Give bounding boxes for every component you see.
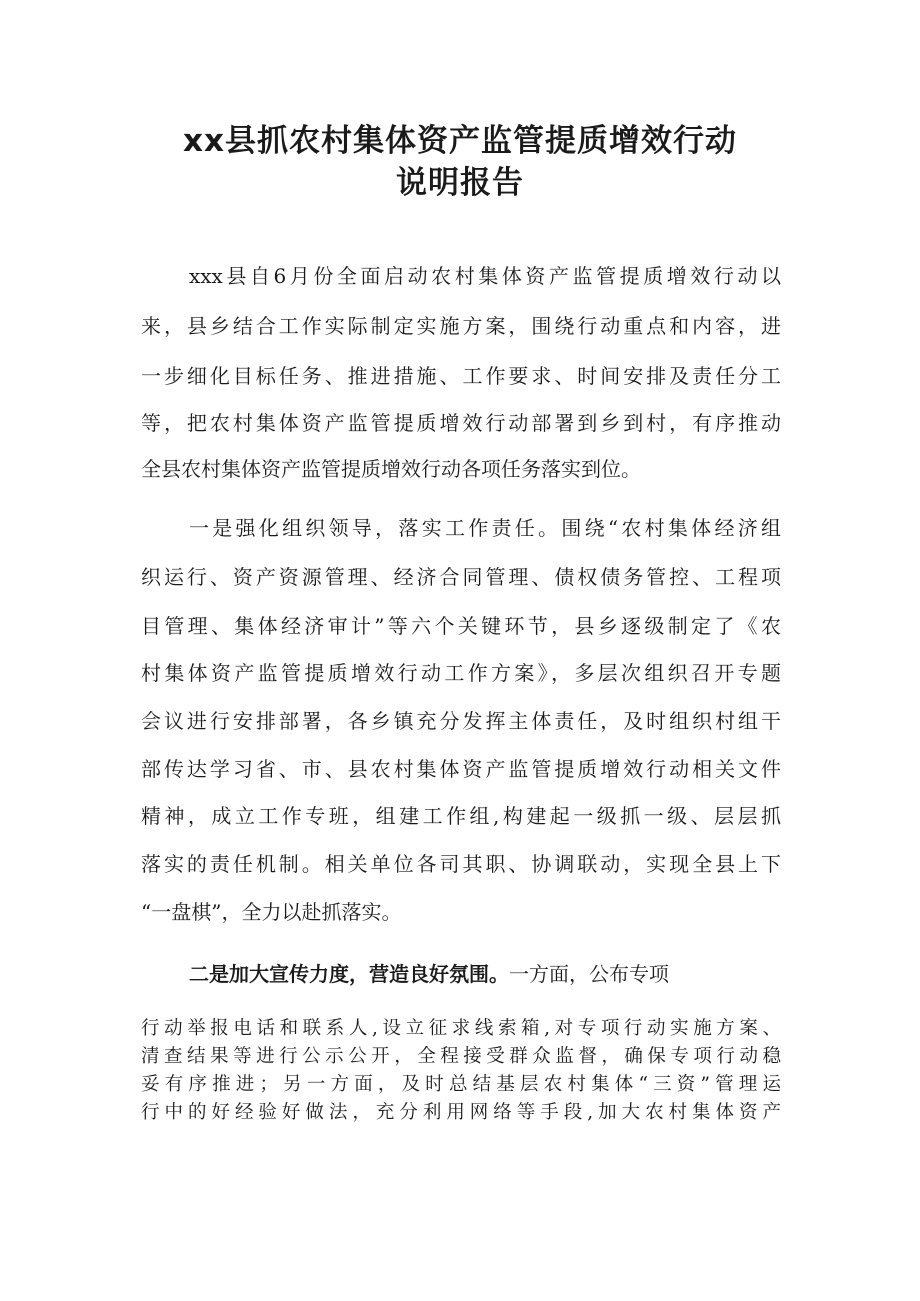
paragraph-3-line-4: 妥有序推进；另一方面，及时总结基层农村集体“三资”管理运 bbox=[141, 1074, 781, 1095]
paragraph-3-lead: 二是加大宣传力度，营造良好氛围。 bbox=[189, 962, 509, 986]
paragraph-2-line-6: 部传达学习省、市、县农村集体资产监管提质增效行动相关文件 bbox=[141, 757, 781, 781]
paragraph-3-line-3: 清查结果等进行公示公开，全程接受群众监督，确保专项行动稳 bbox=[141, 1046, 781, 1067]
paragraph-2-line-1: 一是强化组织领导，落实工作责任。围绕“农村集体经济组 bbox=[189, 516, 781, 540]
paragraph-2-line-3: 目管理、集体经济审计”等六个关键环节，县乡逐级制定了《农 bbox=[141, 614, 781, 638]
paragraph-2-line-4: 村集体资产监管提质增效行动工作方案》，多层次组织召开专题 bbox=[141, 661, 781, 685]
paragraph-1-line-1: xxx县自6月份全面启动农村集体资产监管提质增效行动以 bbox=[189, 264, 781, 288]
paragraph-2-line-5: 会议进行安排部署，各乡镇充分发挥主体责任，及时组织村组干 bbox=[141, 709, 781, 733]
paragraph-2-line-9: “一盘棋”，全力以赴抓落实。 bbox=[141, 900, 402, 924]
paragraph-2-line-7: 精神，成立工作专班，组建工作组,构建起一级抓一级、层层抓 bbox=[141, 804, 781, 828]
document-title-line-1: xx县抓农村集体资产监管提质增效行动 bbox=[183, 123, 737, 159]
paragraph-1-line-5: 全县农村集体资产监管提质增效行动各项任务落实到位。 bbox=[141, 457, 641, 481]
paragraph-3-line-5: 行中的好经验好做法，充分利用网络等手段,加大农村集体资产 bbox=[141, 1102, 781, 1123]
paragraph-3-line-2: 行动举报电话和联系人,设立征求线索箱,对专项行动实施方案、 bbox=[141, 1018, 781, 1039]
document-title-line-2: 说明报告 bbox=[396, 165, 524, 201]
paragraph-2-line-2: 织运行、资产资源管理、经济合同管理、债权债务管控、工程项 bbox=[141, 565, 781, 589]
paragraph-1-line-3: 一步细化目标任务、推进措施、工作要求、时间安排及责任分工 bbox=[141, 364, 781, 388]
paragraph-3-first-rest: 一方面，公布专项 bbox=[509, 962, 669, 986]
paragraph-2-line-8: 落实的责任机制。相关单位各司其职、协调联动，实现全县上下 bbox=[141, 852, 781, 876]
paragraph-1-line-2: 来，县乡结合工作实际制定实施方案，围绕行动重点和内容，进 bbox=[141, 314, 781, 338]
paragraph-3-line-1 bbox=[189, 960, 781, 988]
paragraph-1-line-4: 等，把农村集体资产监管提质增效行动部署到乡到村，有序推动 bbox=[141, 411, 781, 435]
